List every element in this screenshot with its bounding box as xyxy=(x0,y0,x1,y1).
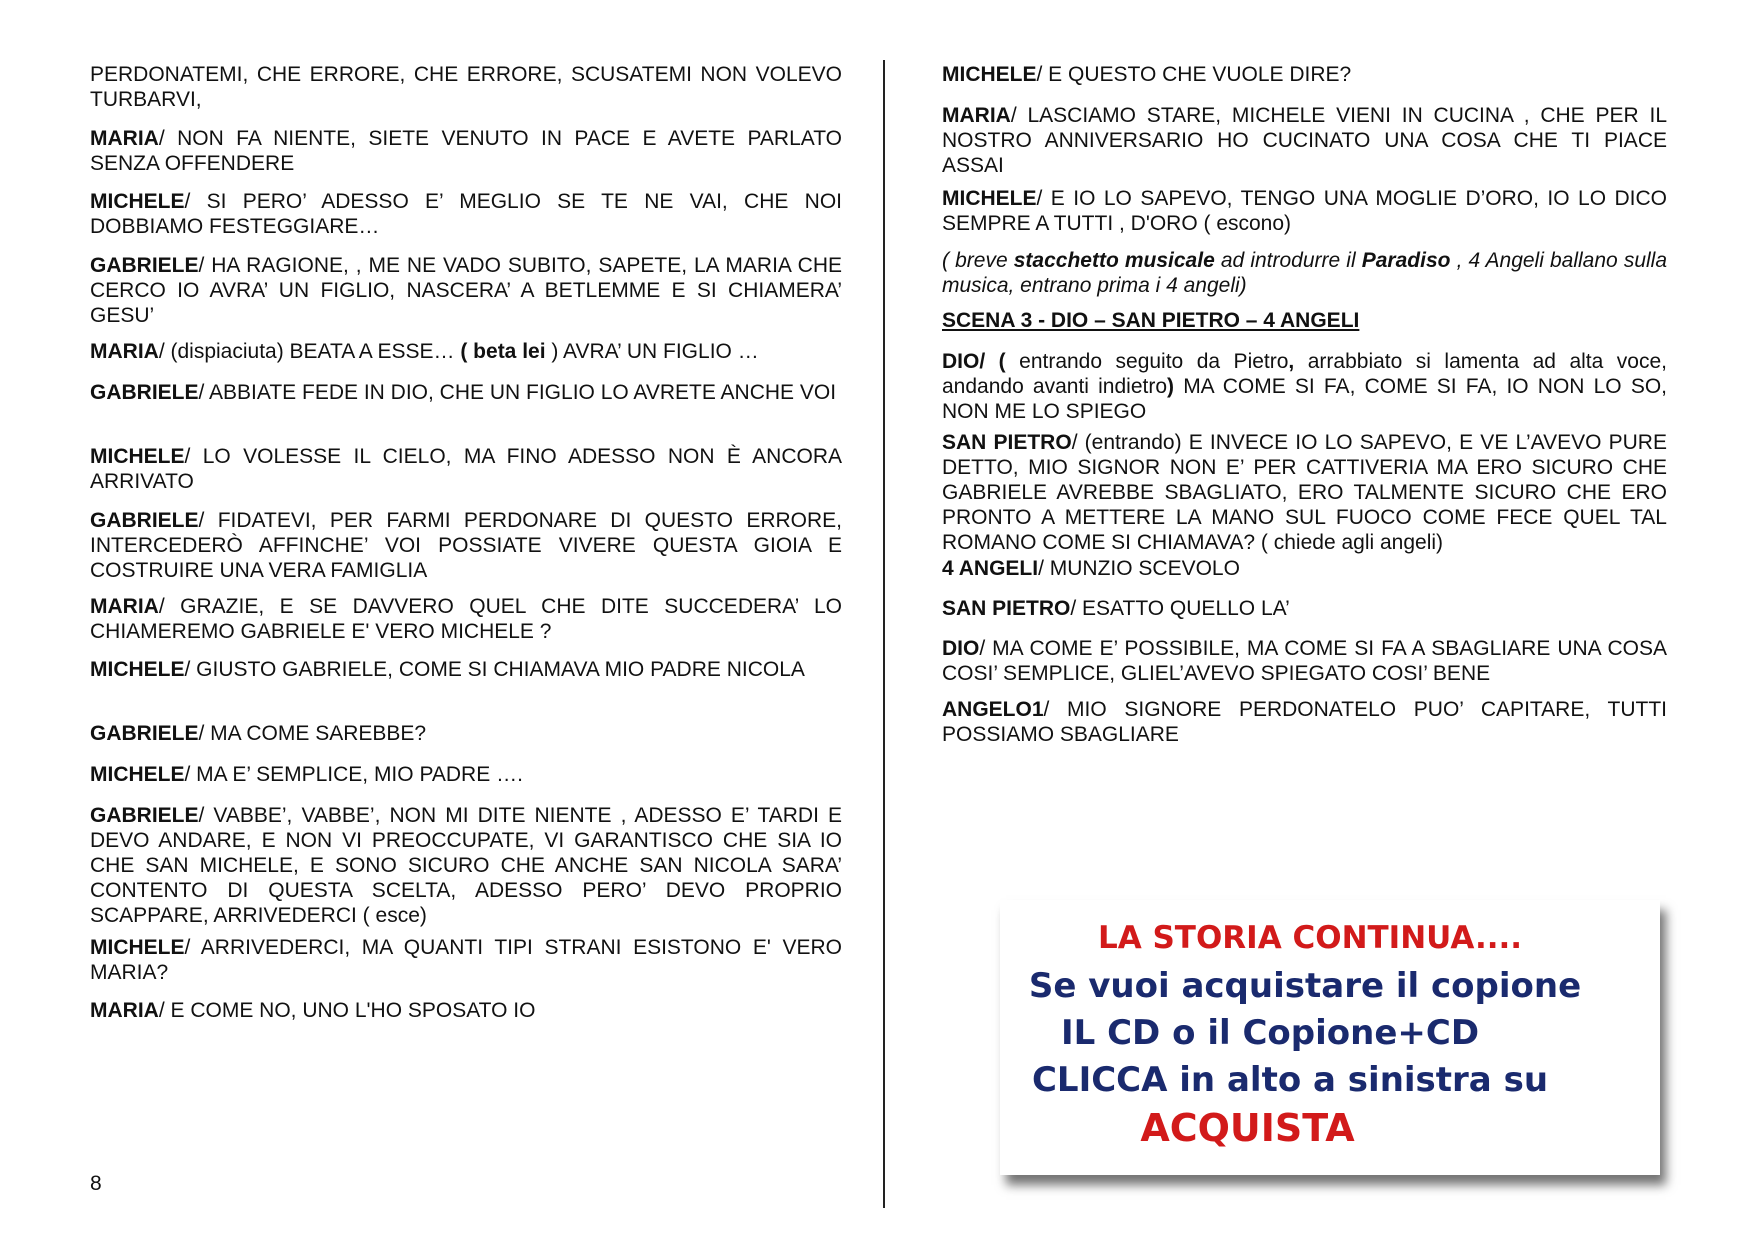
speaker-name: MICHELE xyxy=(942,187,1037,210)
dialogue-line xyxy=(90,935,842,985)
dialogue-line xyxy=(942,636,1667,686)
dialogue-text: / GRAZIE, E SE DAVVERO QUEL CHE DITE SUCCEDERA’ LO CHIAMEREMO GABRIELE E' VERO MICHELE ? xyxy=(90,595,842,643)
dialogue-text: entrando seguito da Pietro xyxy=(1019,350,1289,373)
dialogue-line xyxy=(942,62,1667,87)
dialogue-line xyxy=(90,594,842,644)
speaker-name: MICHELE xyxy=(90,445,185,468)
dialogue-text: arrabbiato si lamenta ad alta voce, andando avanti indietro xyxy=(942,350,1667,398)
dialogue-emphasis: ) xyxy=(1167,375,1175,398)
promo-headline: LA STORIA CONTINUA.... xyxy=(1097,920,1523,956)
speaker-name: MICHELE xyxy=(90,763,185,786)
stage-direction-text: ad introdurre il xyxy=(1214,249,1362,272)
speaker-name: MICHELE xyxy=(90,190,185,213)
speaker-name: MICHELE xyxy=(90,936,185,959)
dialogue-text: / FIDATEVI, PER FARMI PERDONARE DI QUESTO ERRORE, INTERCEDERÒ AFFINCHE’ VOI POSSIATE VIVERE QUESTA GIOIA E COSTRUIRE UNA VERA FAMIGLIA xyxy=(90,509,842,582)
dialogue-line xyxy=(942,103,1667,178)
dialogue-text: / LO VOLESSE IL CIELO, MA FINO ADESSO NON È ANCORA ARRIVATO xyxy=(90,445,842,493)
dialogue-text: ) AVRA’ UN FIGLIO … xyxy=(551,340,759,363)
dialogue-text: / SI PERO’ ADESSO E’ MEGLIO SE TE NE VAI, CHE NOI DOBBIAMO FESTEGGIARE… xyxy=(90,190,842,238)
speaker-name: MARIA xyxy=(942,104,1011,127)
dialogue-line xyxy=(942,697,1667,747)
speaker-name: MARIA xyxy=(90,127,159,150)
speaker-name: GABRIELE xyxy=(90,804,199,827)
dialogue-line xyxy=(90,444,842,494)
stage-direction xyxy=(942,248,1667,298)
dialogue-line xyxy=(90,657,842,682)
dialogue-line xyxy=(942,430,1667,555)
column-divider xyxy=(883,60,885,1208)
dialogue-line xyxy=(90,721,842,746)
dialogue-line xyxy=(942,349,1667,424)
speaker-name: MARIA xyxy=(90,595,159,618)
speaker-name: SAN PIETRO xyxy=(942,431,1072,454)
dialogue-text: / MA E’ SEMPLICE, MIO PADRE …. xyxy=(184,763,523,786)
speaker-name: MICHELE xyxy=(90,658,185,681)
promo-text: IL CD o il Copione+CD xyxy=(1060,1013,1480,1053)
dialogue-text: / E IO LO SAPEVO, TENGO UNA MOGLIE D’ORO, IO LO DICO SEMPRE A TUTTI , D'ORO ( escono) xyxy=(942,187,1667,235)
stage-direction-text: , 4 Angeli ballano sulla musica, entrano prima i 4 angeli) xyxy=(942,249,1668,297)
dialogue-line xyxy=(90,803,842,928)
dialogue-text: MA COME SI FA, COME SI FA, IO NON LO SO, NON ME LO SPIEGO xyxy=(942,375,1667,423)
dialogue-text: / MA COME E’ POSSIBILE, MA COME SI FA A SBAGLIARE UNA COSA COSI’ SEMPLICE, GLIEL’AVEVO SPIEGATO COSI’ BENE xyxy=(942,637,1667,685)
dialogue-text: / E QUESTO CHE VUOLE DIRE? xyxy=(1036,63,1352,86)
dialogue-line xyxy=(90,339,842,364)
speaker-name: 4 ANGELI xyxy=(942,557,1039,580)
purchase-promo-banner[interactable] xyxy=(1000,900,1660,1175)
stage-direction-text: ( breve xyxy=(942,249,1014,272)
dialogue-text: / MA COME SAREBBE? xyxy=(198,722,427,745)
speaker-name: GABRIELE xyxy=(90,722,199,745)
dialogue-line xyxy=(90,380,842,405)
dialogue-text: / VABBE’, VABBE’, NON MI DITE NIENTE , ADESSO E’ TARDI E DEVO ANDARE, E NON VI PREOCCUPATE, VI GARANTISCO CHE SIA IO CHE SAN MICHELE, E SONO SICURO CHE ANCHE SAN NICOLA SARA’ CONTENTO DI QUESTA SCELTA, ADESSO PERO’ DEVO PROPRIO SCAPPARE, ARRIVEDERCI ( esce) xyxy=(90,804,842,927)
dialogue-text: / (entrando) E INVECE IO LO SAPEVO, E VE L’AVEVO PURE DETTO, MIO SIGNOR NON E’ PER CATTIVERIA MA ERO SICURO CHE GABRIELE AVREBBE SBAGLIATO, ERO TALMENTE SICURO CHE ERO PRONTO A METTERE LA MANO SUL FUOCO COME FECE QUEL TAL ROMANO COME SI CHIAMAVA? ( chiede agli angeli) xyxy=(942,431,1667,554)
page-number: 8 xyxy=(90,1172,102,1195)
dialogue-text: / GIUSTO GABRIELE, COME SI CHIAMAVA MIO PADRE NICOLA xyxy=(184,658,805,681)
dialogue-line xyxy=(942,596,1667,621)
dialogue-text: / ESATTO QUELLO LA’ xyxy=(1070,597,1290,620)
speaker-name: ANGELO1 xyxy=(942,698,1044,721)
promo-text: Se vuoi acquistare il copione xyxy=(1028,966,1582,1006)
speaker-name: MARIA xyxy=(90,340,159,363)
stage-direction-emphasis: stacchetto musicale xyxy=(1013,249,1215,272)
speaker-name: SAN PIETRO xyxy=(942,597,1071,620)
dialogue-text: / HA RAGIONE, , ME NE VADO SUBITO, SAPETE, LA MARIA CHE CERCO IO AVRA’ UN FIGLIO, NASCERA’ A BETLEMME E SI CHIAMERA’ GESU’ xyxy=(90,254,842,327)
dialogue-line xyxy=(942,186,1667,236)
speaker-name: GABRIELE xyxy=(90,254,199,277)
scene-heading: SCENA 3 - DIO – SAN PIETRO – 4 ANGELI xyxy=(942,309,1360,332)
dialogue-text: / LASCIAMO STARE, MICHELE VIENI IN CUCINA , CHE PER IL NOSTRO ANNIVERSARIO HO CUCINATO UNA COSA CHE TI PIACE ASSAI xyxy=(942,104,1667,177)
stage-direction-emphasis: Paradiso xyxy=(1361,249,1451,272)
dialogue-line xyxy=(90,508,842,583)
dialogue-line xyxy=(90,62,842,112)
dialogue-line xyxy=(90,998,842,1023)
dialogue-text: / ABBIATE FEDE IN DIO, CHE UN FIGLIO LO AVRETE ANCHE VOI xyxy=(198,381,837,404)
dialogue-text: / MIO SIGNORE PERDONATELO PUO’ CAPITARE, TUTTI POSSIAMO SBAGLIARE xyxy=(942,698,1667,746)
promo-buy-link[interactable]: ACQUISTA xyxy=(1140,1106,1355,1150)
speaker-name: DIO xyxy=(942,350,980,373)
dialogue-line xyxy=(90,253,842,328)
dialogue-text: / (dispiaciuta) BEATA A ESSE… xyxy=(158,340,461,363)
dialogue-text: / ARRIVEDERCI, MA QUANTI TIPI STRANI ESISTONO E' VERO MARIA? xyxy=(90,936,842,984)
speaker-name: MARIA xyxy=(90,999,159,1022)
speaker-name: DIO xyxy=(942,637,980,660)
dialogue-line xyxy=(90,189,842,239)
dialogue-emphasis: / ( xyxy=(979,350,1020,373)
speaker-name: GABRIELE xyxy=(90,509,199,532)
speaker-name: GABRIELE xyxy=(90,381,199,404)
dialogue-line xyxy=(942,556,1667,581)
dialogue-text: / MUNZIO SCEVOLO xyxy=(1038,557,1240,580)
dialogue-text: / NON FA NIENTE, SIETE VENUTO IN PACE E AVETE PARLATO SENZA OFFENDERE xyxy=(90,127,842,175)
dialogue-text: PERDONATEMI, CHE ERRORE, CHE ERRORE, SCUSATEMI NON VOLEVO TURBARVI, xyxy=(90,63,842,111)
dialogue-line xyxy=(90,762,842,787)
promo-text: CLICCA in alto a sinistra su xyxy=(1031,1060,1549,1100)
dialogue-text: / E COME NO, UNO L'HO SPOSATO IO xyxy=(158,999,536,1022)
dialogue-emphasis: , xyxy=(1288,350,1295,373)
dialogue-emphasis: ( beta lei xyxy=(460,340,552,363)
speaker-name: MICHELE xyxy=(942,63,1037,86)
dialogue-line xyxy=(90,126,842,176)
